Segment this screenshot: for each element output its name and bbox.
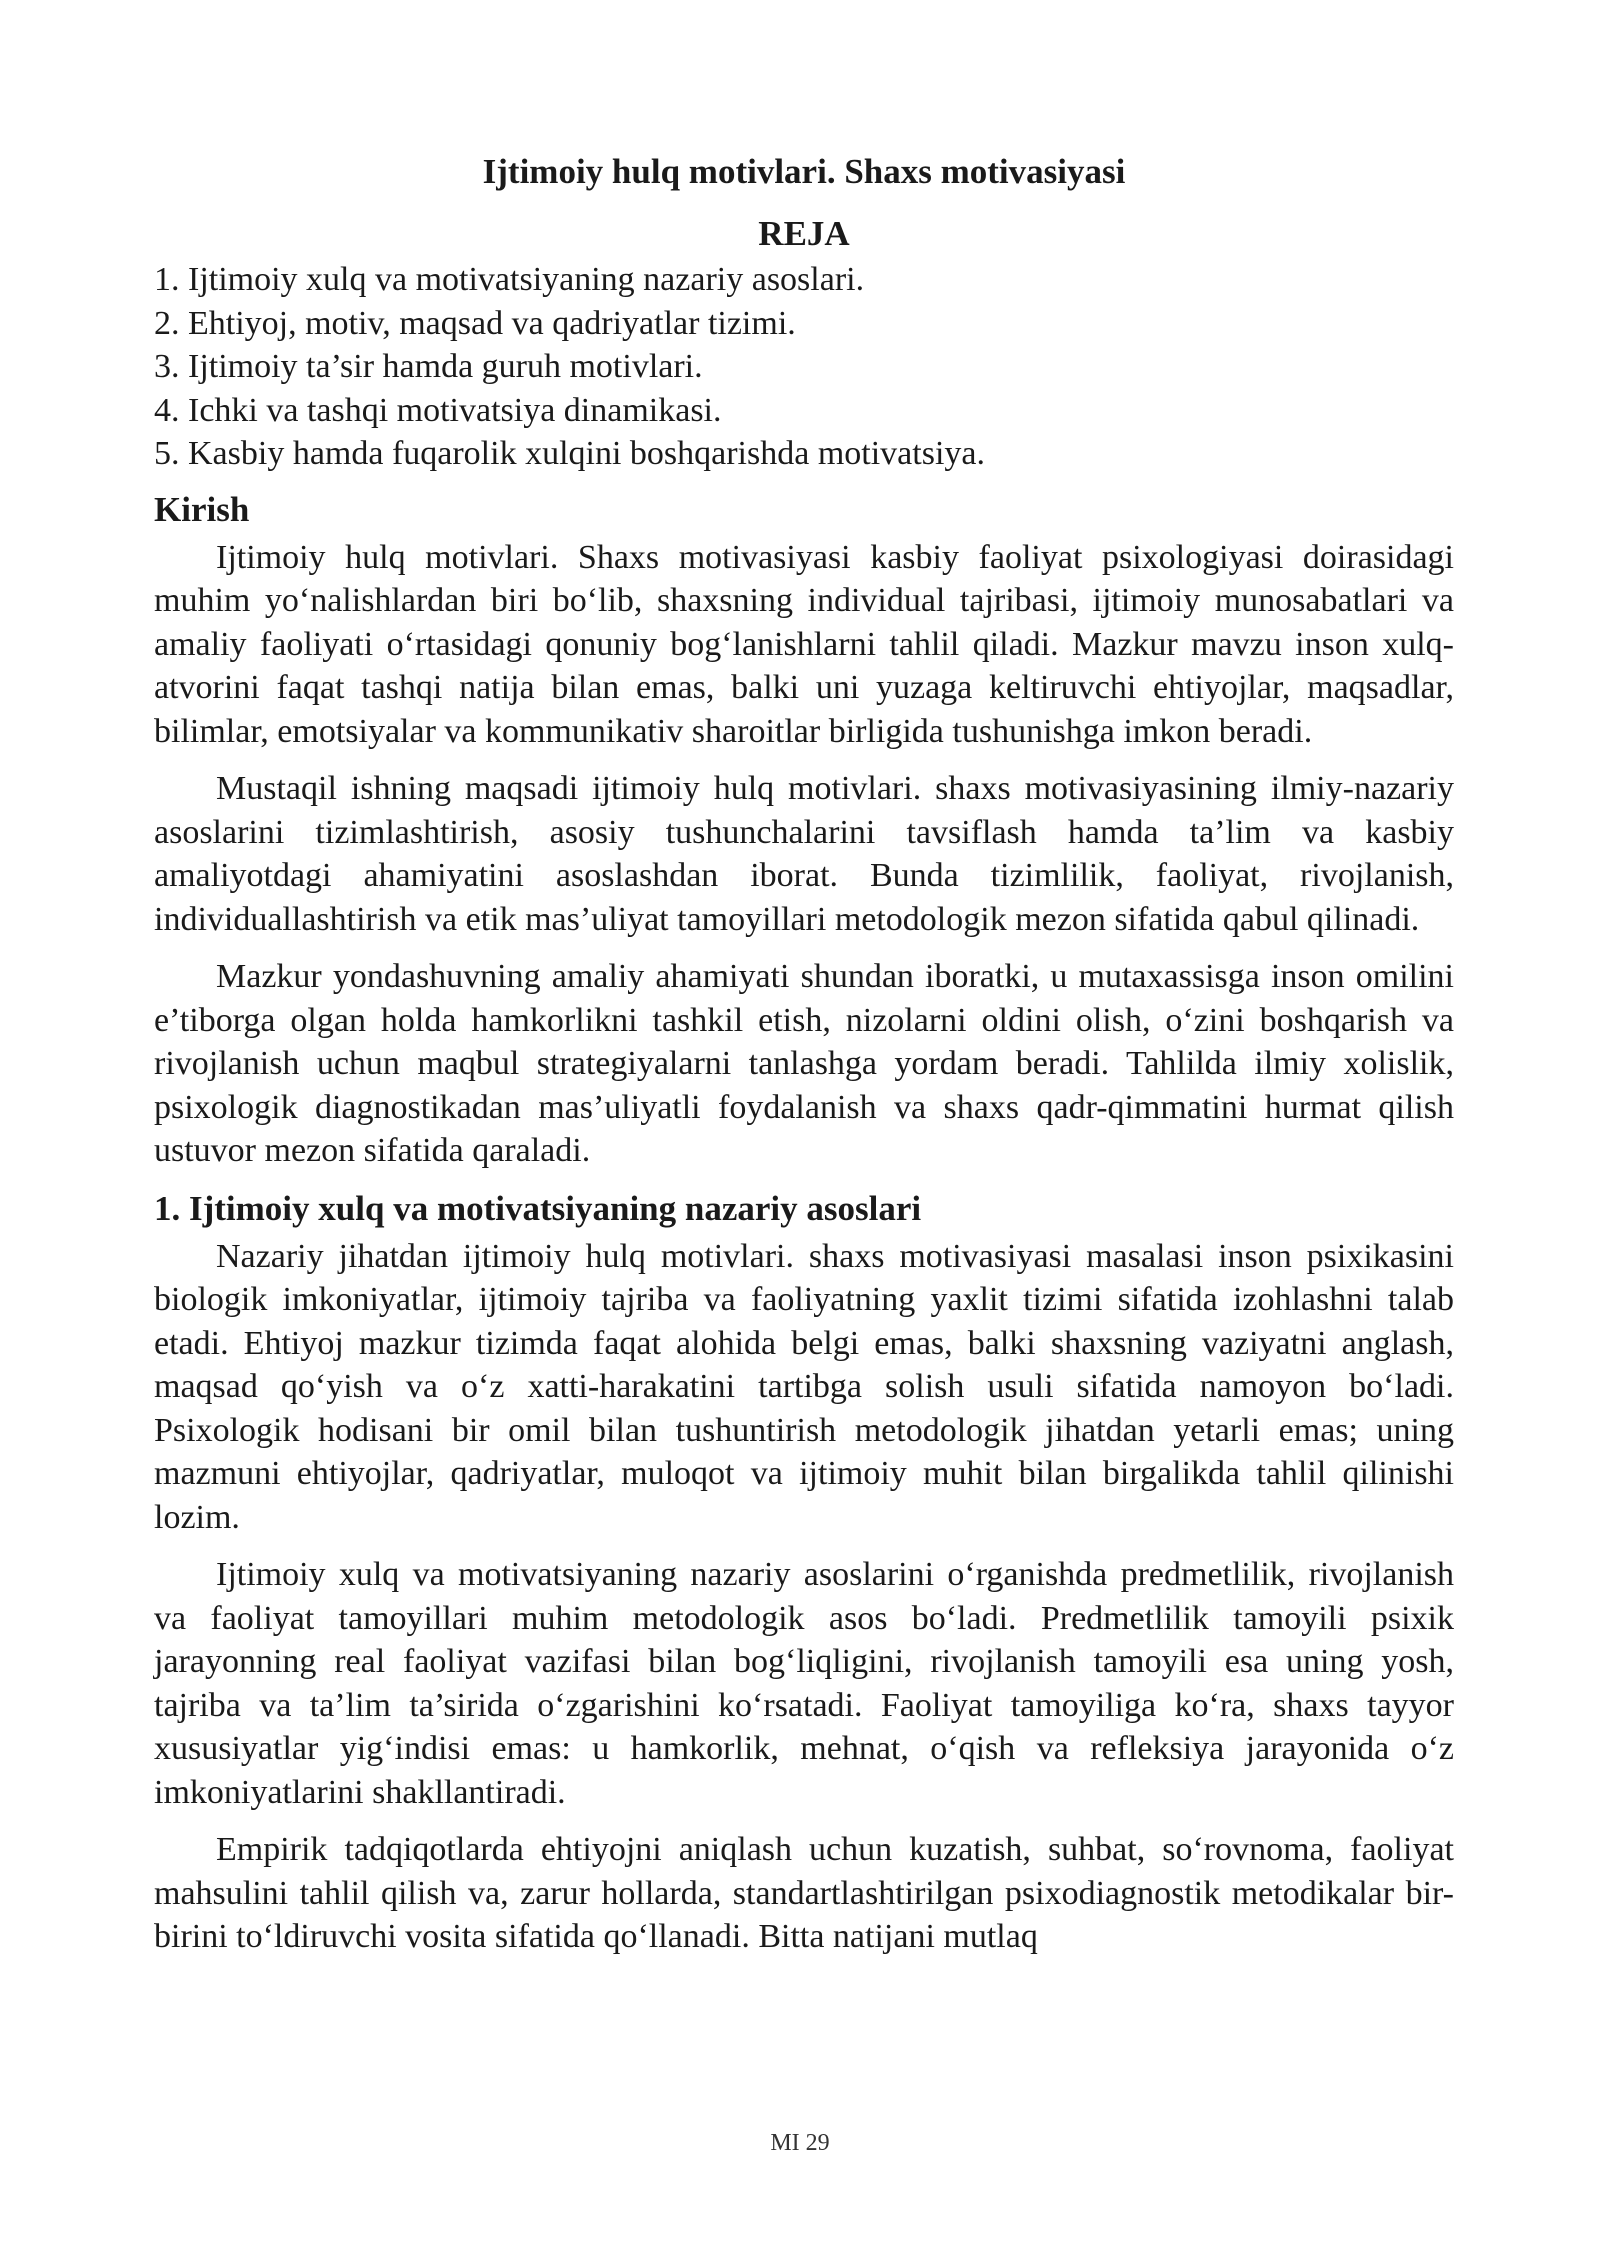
plan-title: REJA (758, 214, 850, 253)
section-1-heading: 1. Ijtimoiy xulq va motivatsiyaning nazariy asoslari (154, 1188, 922, 1228)
plan-item: 3. Ijtimoiy ta’sir hamda guruh motivlari. (154, 348, 703, 385)
intro-paragraph: Mustaqil ishning maqsadi ijtimoiy hulq motivlari. shaxs motivasiyasining ilmiy-nazariy asoslarini tizimlashtirish, asosiy tushunchalarini tavsiflash hamda ta’lim va kasbiy amaliyotdagi ahamiyatini asoslashdan iborat. Bunda tizimlilik, faoliyat, rivojlanish, individuallashtirish va etik mas’uliyat tamoyillari metodologik mezon sifatida qabul qilinadi. (154, 770, 1454, 938)
section-1-paragraph: Ijtimoiy xulq va motivatsiyaning nazariy asoslarini o‘rganishda predmetlilik, rivojlanish va faoliyat tamoyillari muhim metodologik asos bo‘ladi. Predmetlilik tamoyili psixik jarayonning real faoliyat vazifasi bilan bog‘liqligini, rivojlanish tamoyili esa uning yosh, tajriba va ta’lim ta’sirida o‘zgarishini ko‘rsatadi. Faoliyat tamoyiliga ko‘ra, shaxs tayyor xususiyatlar yig‘indisi emas: u hamkorlik, mehnat, o‘qish va refleksiya jarayonida o‘z imkoniyatlarini shakllantiradi. (154, 1556, 1454, 1811)
section-1-paragraph: Nazariy jihatdan ijtimoiy hulq motivlari. shaxs motivasiyasi masalasi inson psixikasini biologik imkoniyatlar, ijtimoiy tajriba va faoliyatning yaxlit tizimi sifatida izohlashni talab etadi. Ehtiyoj mazkur tizimda faqat alohida belgi emas, balki shaxsning vaziyatni anglash, maqsad qo‘yish va o‘z xatti-harakatini tartibga solish usuli sifatida namoyon bo‘ladi. Psixologik hodisani bir omil bilan tushuntirish metodologik jihatdan yetarli emas; uning mazmuni ehtiyojlar, qadriyatlar, muloqot va ijtimoiy muhit bilan birgalikda tahlil qilinishi lozim. (154, 1237, 1454, 1536)
page-footer: MI 29 (770, 2130, 830, 2156)
plan-list (154, 258, 1454, 476)
section-1-paragraph: Empirik tadqiqotlarda ehtiyojni aniqlash uchun kuzatish, suhbat, so‘rovnoma, faoliyat mahsulini tahlil qilish va, zarur hollarda, standartlashtirilgan psixodiagnostik metodikalar bir-birini to‘ldiruvchi vosita sifatida qo‘llanadi. Bitta natijani mutlaq (154, 1831, 1454, 1955)
plan-item: 1. Ijtimoiy xulq va motivatsiyaning nazariy asoslari. (154, 261, 865, 298)
page-content (154, 150, 1454, 1973)
plan-item: 2. Ehtiyoj, motiv, maqsad va qadriyatlar tizimi. (154, 304, 796, 342)
intro-paragraph: Mazkur yondashuvning amaliy ahamiyati shundan iboratki, u mutaxassisga inson omilini e’tiborga olgan holda hamkorlikni tashkil etish, nizolarni oldini olish, o‘zini boshqarish va rivojlanish uchun maqbul strategiyalarni tanlashga yordam beradi. Tahlilda ilmiy xolislik, psixologik diagnostikadan mas’uliyatli foydalanish va shaxs qadr-qimmatini hurmat qilish ustuvor mezon sifatida qaraladi. (154, 958, 1454, 1169)
plan-item: 5. Kasbiy hamda fuqarolik xulqini boshqarishda motivatsiya. (154, 435, 985, 472)
intro-paragraph: Ijtimoiy hulq motivlari. Shaxs motivasiyasi kasbiy faoliyat psixologiyasi doirasidagi muhim yo‘nalishlardan biri bo‘lib, shaxsning individual tajribasi, ijtimoiy munosabatlari va amaliy faoliyati o‘rtasidagi qonuniy bog‘lanishlarni tahlil qiladi. Mazkur mavzu inson xulq-atvorini faqat tashqi natija bilan emas, balki uni yuzaga keltiruvchi ehtiyojlar, maqsadlar, bilimlar, emotsiyalar va kommunikativ sharoitlar birligida tushunishga imkon beradi. (154, 538, 1454, 750)
document-title: Ijtimoiy hulq motivlari. Shaxs motivasiyasi (482, 152, 1126, 191)
intro-heading: Kirish (154, 489, 250, 529)
plan-item: 4. Ichki va tashqi motivatsiya dinamikasi. (154, 391, 722, 429)
